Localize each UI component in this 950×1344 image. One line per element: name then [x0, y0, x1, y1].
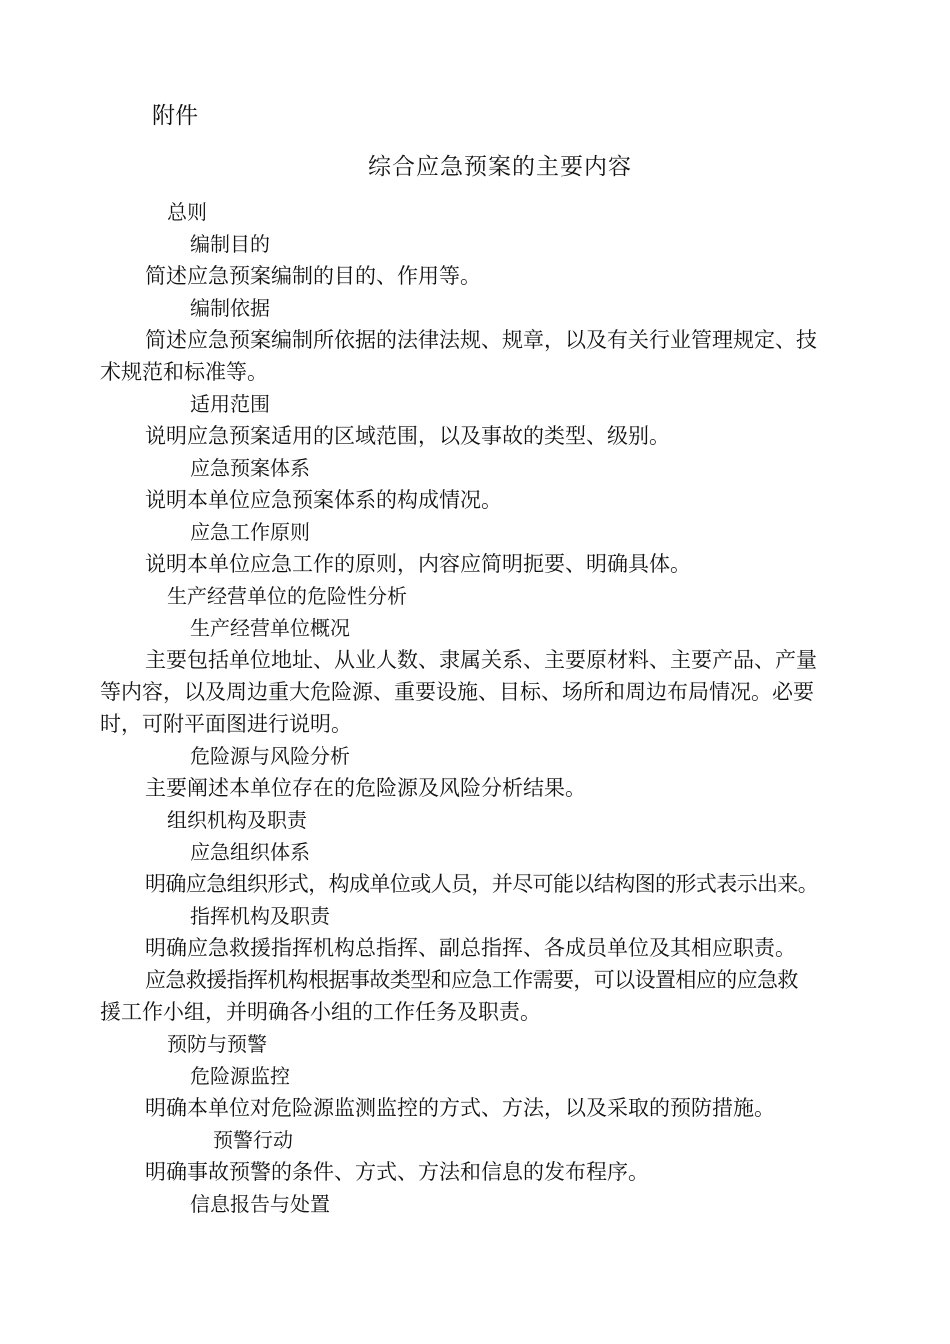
subheading-org-system: 应急组织体系	[190, 840, 310, 864]
paragraph-basis-line1: 简述应急预案编制所依据的法律法规、规章，以及有关行业管理规定、技	[145, 328, 817, 352]
section-heading-organization: 组织机构及职责	[167, 808, 307, 832]
attachment-label: 附件	[152, 103, 198, 129]
section-heading-general: 总则	[167, 200, 207, 224]
subheading-plan-system: 应急预案体系	[190, 456, 310, 480]
subheading-purpose: 编制目的	[190, 232, 270, 256]
paragraph-principle: 说明本单位应急工作的原则，内容应简明扼要、明确具体。	[145, 552, 691, 576]
section-heading-prevention: 预防与预警	[167, 1032, 267, 1056]
subheading-command: 指挥机构及职责	[190, 904, 330, 928]
paragraph-overview-line2: 等内容，以及周边重大危险源、重要设施、目标、场所和周边布局情况。必要	[100, 680, 814, 704]
paragraph-command: 明确应急救援指挥机构总指挥、副总指挥、各成员单位及其相应职责。	[145, 936, 796, 960]
section-heading-risk: 生产经营单位的危险性分析	[167, 584, 407, 608]
paragraph-hazard: 主要阐述本单位存在的危险源及风险分析结果。	[145, 776, 586, 800]
subheading-basis: 编制依据	[190, 296, 270, 320]
subheading-warning: 预警行动	[213, 1128, 293, 1152]
subheading-monitor: 危险源监控	[190, 1064, 290, 1088]
paragraph-org-system: 明确应急组织形式，构成单位或人员，并尽可能以结构图的形式表示出来。	[145, 872, 819, 896]
subheading-overview: 生产经营单位概况	[190, 616, 350, 640]
paragraph-plan-system: 说明本单位应急预案体系的构成情况。	[145, 488, 502, 512]
paragraph-purpose: 简述应急预案编制的目的、作用等。	[145, 264, 481, 288]
paragraph-warning: 明确事故预警的条件、方式、方法和信息的发布程序。	[145, 1160, 649, 1184]
paragraph-basis-line2: 术规范和标准等。	[100, 360, 268, 384]
paragraph-monitor: 明确本单位对危险源监测监控的方式、方法，以及采取的预防措施。	[145, 1096, 775, 1120]
paragraph-scope: 说明应急预案适用的区域范围，以及事故的类型、级别。	[145, 424, 670, 448]
subheading-report: 信息报告与处置	[190, 1192, 330, 1216]
paragraph-overview-line1: 主要包括单位地址、从业人数、隶属关系、主要原材料、主要产品、产量	[145, 648, 817, 672]
document-title: 综合应急预案的主要内容	[368, 154, 632, 180]
subheading-scope: 适用范围	[190, 392, 270, 416]
paragraph-overview-line3: 时，可附平面图进行说明。	[100, 712, 352, 736]
paragraph-command-2-line2: 援工作小组，并明确各小组的工作任务及职责。	[100, 1000, 541, 1024]
subheading-hazard: 危险源与风险分析	[190, 744, 350, 768]
paragraph-command-2-line1: 应急救援指挥机构根据事故类型和应急工作需要，可以设置相应的应急救	[145, 968, 798, 992]
subheading-principle: 应急工作原则	[190, 520, 310, 544]
